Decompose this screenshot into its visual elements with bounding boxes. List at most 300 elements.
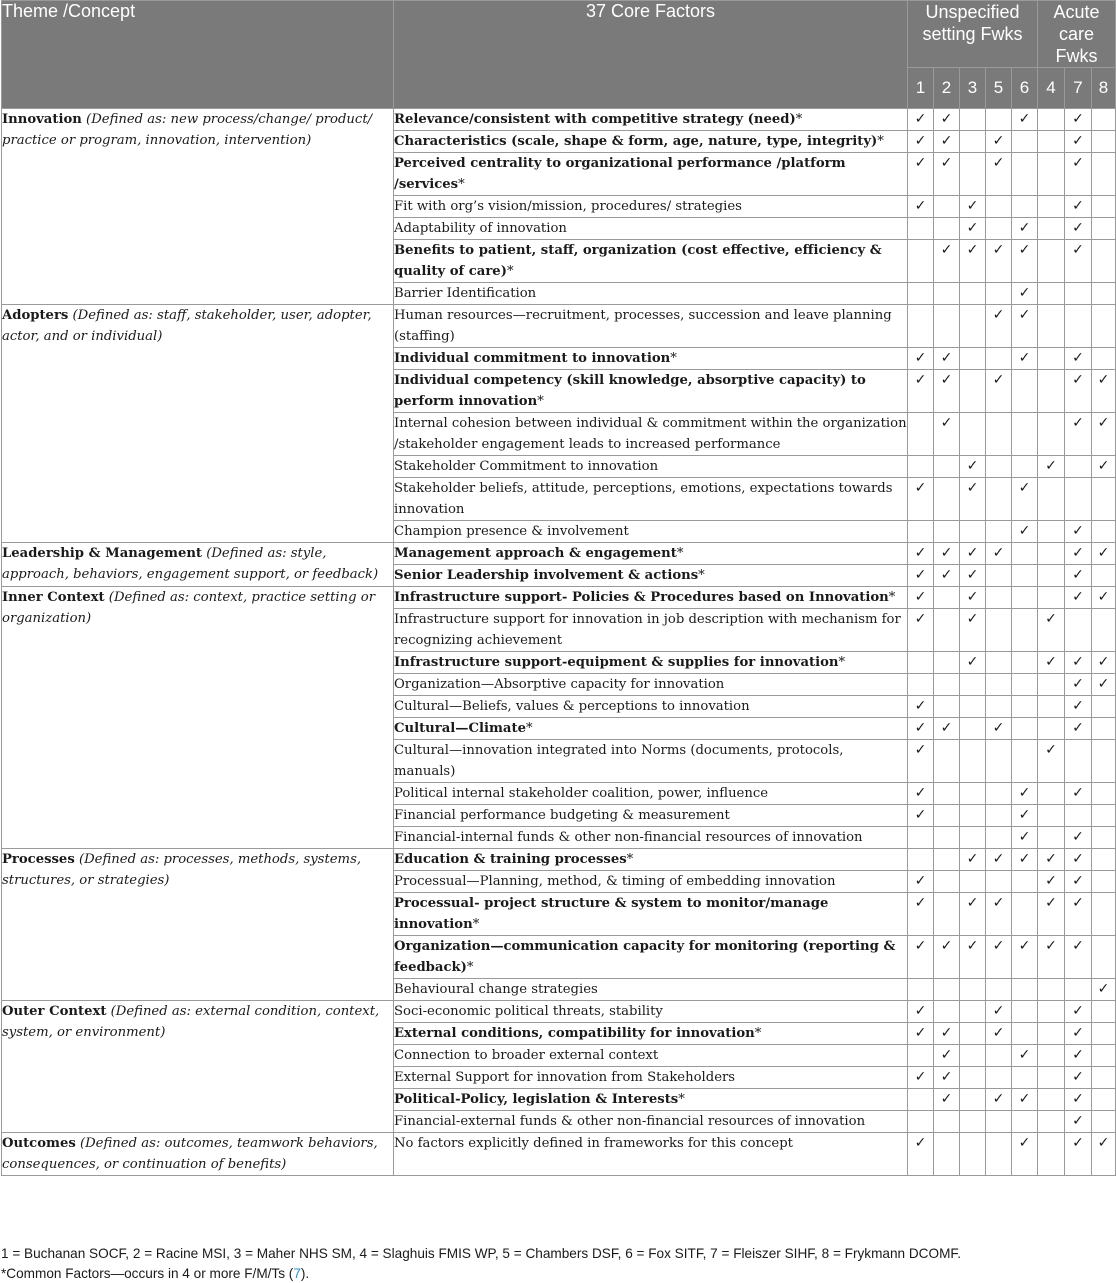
factor-text: Connection to broader external context [394, 1048, 659, 1063]
checkmark-icon: ✓ [1072, 1025, 1084, 1041]
factor-cell [394, 587, 908, 609]
framework-number-header: 6 [1012, 68, 1038, 109]
common-factor-asterisk: * [506, 264, 514, 279]
factor-text: Cultural—Climate [394, 721, 526, 736]
check-cell [986, 893, 1012, 936]
check-cell [986, 1045, 1012, 1067]
check-cell [1038, 1023, 1065, 1045]
factor-text: Individual commitment to innovation [394, 351, 671, 366]
checkmark-icon: ✓ [1018, 523, 1031, 539]
common-factor-asterisk: * [838, 655, 846, 670]
check-cell [908, 1001, 934, 1023]
check-cell [1038, 521, 1065, 543]
check-cell [908, 456, 934, 478]
check-cell [1038, 674, 1065, 696]
checkmark-icon: ✓ [966, 654, 979, 670]
check-cell [908, 109, 934, 131]
check-cell [960, 674, 986, 696]
factor-cell [394, 109, 908, 131]
factor-text: Barrier Identification [394, 286, 537, 301]
check-cell [908, 240, 934, 283]
checkmark-icon: ✓ [1072, 698, 1084, 714]
checkmark-icon: ✓ [1072, 785, 1084, 801]
checkmark-icon: ✓ [914, 1069, 927, 1085]
check-cell [934, 652, 960, 674]
check-cell [1065, 348, 1092, 370]
check-cell [986, 370, 1012, 413]
factor-cell [394, 979, 908, 1001]
check-cell [1065, 565, 1092, 587]
check-cell [934, 936, 960, 979]
check-cell [1038, 1089, 1065, 1111]
common-factor-asterisk: * [626, 852, 634, 867]
check-cell [986, 609, 1012, 652]
check-cell [934, 348, 960, 370]
checkmark-icon: ✓ [1072, 589, 1084, 605]
checkmark-icon: ✓ [966, 938, 979, 954]
check-cell [1065, 1089, 1092, 1111]
checkmark-icon: ✓ [1018, 285, 1031, 301]
checkmark-icon: ✓ [914, 1003, 927, 1019]
check-cell [960, 543, 986, 565]
check-cell [1092, 196, 1116, 218]
factor-cell [394, 153, 908, 196]
checkmark-icon: ✓ [1018, 1091, 1031, 1107]
check-cell [934, 521, 960, 543]
check-cell [986, 979, 1012, 1001]
table-header [2, 1, 1116, 109]
theme-cell [2, 543, 394, 587]
check-cell [986, 131, 1012, 153]
check-cell [1065, 827, 1092, 849]
factor-cell [394, 283, 908, 305]
check-cell [1012, 609, 1038, 652]
factor-text: Management approach & engagement [394, 546, 677, 561]
check-cell [1092, 348, 1116, 370]
check-cell [986, 1089, 1012, 1111]
common-factor-asterisk: * [458, 177, 465, 192]
factor-text: Internal cohesion between individual & commitment within the organization /stakeholder engagement leads to increased performance [394, 416, 907, 452]
check-cell [1038, 936, 1065, 979]
check-cell [1012, 305, 1038, 348]
factor-cell [394, 1023, 908, 1045]
check-cell [908, 283, 934, 305]
check-cell [1065, 740, 1092, 783]
checkmark-icon: ✓ [940, 415, 953, 431]
check-cell [1065, 783, 1092, 805]
check-cell [960, 153, 986, 196]
check-cell [960, 521, 986, 543]
checkmark-icon: ✓ [1018, 220, 1031, 236]
check-cell [960, 283, 986, 305]
check-cell [960, 936, 986, 979]
check-cell [908, 827, 934, 849]
check-cell [1012, 565, 1038, 587]
theme-cell [2, 587, 394, 849]
check-cell [1065, 1023, 1092, 1045]
check-cell [986, 1067, 1012, 1089]
check-cell [934, 893, 960, 936]
check-cell [1092, 652, 1116, 674]
check-cell [960, 740, 986, 783]
check-cell [908, 740, 934, 783]
check-cell [1065, 456, 1092, 478]
theme-definition: (Defined as: staff, stakeholder, user, adopter, actor, and or individual) [2, 308, 372, 344]
check-cell [1092, 305, 1116, 348]
check-cell [908, 1133, 934, 1176]
check-cell [1092, 1023, 1116, 1045]
checkmark-icon: ✓ [966, 611, 979, 627]
framework-number-header: 8 [1092, 68, 1116, 109]
check-cell [1012, 674, 1038, 696]
check-cell [934, 696, 960, 718]
checkmark-icon: ✓ [1072, 242, 1084, 258]
factor-cell [394, 849, 908, 871]
checkmark-icon: ✓ [1072, 523, 1084, 539]
check-cell [960, 456, 986, 478]
checkmark-icon: ✓ [940, 350, 953, 366]
factor-text: Cultural—Beliefs, values & perceptions to innovation [394, 699, 750, 714]
check-cell [1065, 240, 1092, 283]
check-cell [908, 1111, 934, 1133]
factor-cell [394, 305, 908, 348]
checkmark-icon: ✓ [914, 742, 927, 758]
common-factor-asterisk: * [678, 1092, 685, 1107]
check-cell [934, 1133, 960, 1176]
check-cell [934, 783, 960, 805]
checkmark-icon: ✓ [1097, 676, 1110, 692]
check-cell [934, 849, 960, 871]
check-cell [934, 240, 960, 283]
check-cell [1092, 565, 1116, 587]
table-row [2, 543, 1116, 565]
theme-name: Processes [2, 852, 75, 867]
check-cell [1092, 543, 1116, 565]
check-cell [1038, 1067, 1065, 1089]
check-cell [1092, 849, 1116, 871]
checkmark-icon: ✓ [1018, 480, 1031, 496]
checkmark-icon: ✓ [1045, 611, 1057, 627]
check-cell [908, 196, 934, 218]
check-cell [1065, 370, 1092, 413]
check-cell [1012, 696, 1038, 718]
checkmark-icon: ✓ [1072, 350, 1084, 366]
check-cell [1038, 109, 1065, 131]
check-cell [986, 196, 1012, 218]
checkmark-icon: ✓ [992, 545, 1005, 561]
check-cell [1092, 805, 1116, 827]
check-cell [986, 565, 1012, 587]
check-cell [1065, 652, 1092, 674]
checkmark-icon: ✓ [992, 155, 1005, 171]
check-cell [934, 740, 960, 783]
checkmark-icon: ✓ [914, 111, 927, 127]
check-cell [934, 587, 960, 609]
checkmark-icon: ✓ [940, 133, 953, 149]
factor-text: Behavioural change strategies [394, 982, 598, 997]
check-cell [934, 827, 960, 849]
checkmark-icon: ✓ [1072, 1003, 1084, 1019]
factor-text: Fit with org’s vision/mission, procedures/ strategies [394, 199, 742, 214]
checkmark-icon: ✓ [940, 938, 953, 954]
check-cell [908, 478, 934, 521]
checkmark-icon: ✓ [1045, 851, 1057, 867]
checkmark-icon: ✓ [1018, 1047, 1031, 1063]
checkmark-icon: ✓ [1072, 1091, 1084, 1107]
factor-cell [394, 521, 908, 543]
checkmark-icon: ✓ [1072, 676, 1084, 692]
factor-cell [394, 131, 908, 153]
check-cell [1065, 131, 1092, 153]
checkmark-icon: ✓ [966, 242, 979, 258]
check-cell [1012, 543, 1038, 565]
table-row [2, 849, 1116, 871]
factor-text: Relevance/consistent with competitive strategy (need) [394, 112, 796, 127]
check-cell [1092, 153, 1116, 196]
common-factors-note [1, 1266, 1115, 1281]
check-cell [1092, 827, 1116, 849]
checkmark-icon: ✓ [1018, 785, 1031, 801]
checkmark-icon: ✓ [914, 545, 927, 561]
check-cell [934, 413, 960, 456]
check-cell [1038, 849, 1065, 871]
check-cell [908, 783, 934, 805]
check-cell [986, 871, 1012, 893]
checkmark-icon: ✓ [966, 458, 979, 474]
check-cell [1038, 348, 1065, 370]
common-factor-asterisk: * [888, 590, 896, 605]
check-cell [1092, 109, 1116, 131]
factor-cell [394, 1001, 908, 1023]
check-cell [908, 979, 934, 1001]
check-cell [1065, 674, 1092, 696]
check-cell [1038, 740, 1065, 783]
check-cell [1065, 478, 1092, 521]
common-factor-asterisk: * [754, 1026, 762, 1041]
factor-text: Financial-external funds & other non-financial resources of innovation [394, 1114, 866, 1129]
check-cell [1038, 413, 1065, 456]
checkmark-icon: ✓ [914, 938, 927, 954]
check-cell [986, 240, 1012, 283]
check-cell [1038, 370, 1065, 413]
check-cell [934, 1067, 960, 1089]
check-cell [908, 370, 934, 413]
checkmark-icon: ✓ [914, 155, 927, 171]
check-cell [960, 305, 986, 348]
check-cell [1065, 805, 1092, 827]
check-cell [1092, 979, 1116, 1001]
header-acute-care-group: Acute care Fwks [1038, 1, 1116, 68]
table-row [2, 587, 1116, 609]
factor-cell [394, 565, 908, 587]
check-cell [1038, 893, 1065, 936]
check-cell [1012, 131, 1038, 153]
checkmark-icon: ✓ [1045, 458, 1057, 474]
checkmark-icon: ✓ [1018, 829, 1031, 845]
check-cell [1092, 783, 1116, 805]
common-factor-asterisk: * [877, 134, 884, 149]
check-cell [1065, 936, 1092, 979]
check-cell [1038, 783, 1065, 805]
checkmark-icon: ✓ [1097, 589, 1110, 605]
check-cell [1065, 305, 1092, 348]
check-cell [908, 936, 934, 979]
common-factor-asterisk: * [795, 112, 803, 127]
factor-text: Stakeholder beliefs, attitude, perceptions, emotions, expectations towards innovation [394, 481, 893, 517]
checkmark-icon: ✓ [914, 1135, 927, 1151]
check-cell [1092, 1089, 1116, 1111]
checkmark-icon: ✓ [914, 1025, 927, 1041]
check-cell [1012, 153, 1038, 196]
check-cell [1038, 218, 1065, 240]
check-cell [960, 196, 986, 218]
check-cell [934, 1089, 960, 1111]
check-cell [986, 783, 1012, 805]
checkmark-icon: ✓ [1097, 458, 1110, 474]
factor-cell [394, 348, 908, 370]
check-cell [986, 1133, 1012, 1176]
factor-cell [394, 674, 908, 696]
check-cell [1092, 609, 1116, 652]
check-cell [1065, 413, 1092, 456]
checkmark-icon: ✓ [992, 895, 1005, 911]
factor-cell [394, 413, 908, 456]
factor-cell [394, 370, 908, 413]
factor-cell [394, 218, 908, 240]
check-cell [1012, 109, 1038, 131]
checkmark-icon: ✓ [1018, 111, 1031, 127]
checkmark-icon: ✓ [1072, 895, 1084, 911]
check-cell [908, 696, 934, 718]
theme-cell [2, 1133, 394, 1176]
check-cell [908, 1067, 934, 1089]
checkmark-icon: ✓ [966, 567, 979, 583]
check-cell [986, 283, 1012, 305]
check-cell [1038, 153, 1065, 196]
check-cell [1012, 521, 1038, 543]
checkmark-icon: ✓ [992, 1025, 1005, 1041]
factor-text: Human resources—recruitment, processes, succession and leave planning (staffing) [394, 308, 892, 344]
checkmark-icon: ✓ [914, 698, 927, 714]
checkmark-icon: ✓ [992, 938, 1005, 954]
check-cell [1065, 1045, 1092, 1067]
check-cell [960, 587, 986, 609]
checkmark-icon: ✓ [940, 1047, 953, 1063]
check-cell [960, 609, 986, 652]
check-cell [908, 871, 934, 893]
checkmark-icon: ✓ [992, 242, 1005, 258]
factor-cell [394, 1133, 908, 1176]
check-cell [960, 1111, 986, 1133]
check-cell [908, 587, 934, 609]
checkmark-icon: ✓ [1072, 1069, 1084, 1085]
header-core-factors: 37 Core Factors [394, 1, 908, 109]
factor-text: External Support for innovation from Stakeholders [394, 1070, 736, 1085]
checkmark-icon: ✓ [1072, 938, 1084, 954]
check-cell [986, 305, 1012, 348]
check-cell [960, 240, 986, 283]
checkmark-icon: ✓ [992, 372, 1005, 388]
check-cell [908, 521, 934, 543]
check-cell [908, 218, 934, 240]
factor-cell [394, 1089, 908, 1111]
check-cell [960, 478, 986, 521]
checkmark-icon: ✓ [1072, 1113, 1084, 1129]
check-cell [986, 674, 1012, 696]
check-cell [960, 1133, 986, 1176]
theme-definition: (Defined as: outcomes, teamwork behaviors, consequences, or continuation of benefits) [2, 1136, 378, 1172]
checkmark-icon: ✓ [992, 307, 1005, 323]
check-cell [1038, 1133, 1065, 1176]
checkmark-icon: ✓ [940, 111, 953, 127]
check-cell [1038, 543, 1065, 565]
check-cell [1038, 478, 1065, 521]
reference-link[interactable]: 7 [293, 1266, 301, 1281]
checkmark-icon: ✓ [940, 372, 953, 388]
check-cell [960, 652, 986, 674]
check-cell [1038, 1001, 1065, 1023]
check-cell [1092, 1133, 1116, 1176]
checkmark-icon: ✓ [1072, 851, 1084, 867]
check-cell [934, 218, 960, 240]
check-cell [960, 849, 986, 871]
check-cell [986, 849, 1012, 871]
theme-name: Inner Context [2, 590, 105, 605]
theme-name: Outcomes [2, 1136, 76, 1151]
checkmark-icon: ✓ [1072, 220, 1084, 236]
factor-cell [394, 827, 908, 849]
check-cell [1012, 348, 1038, 370]
check-cell [1012, 370, 1038, 413]
table-row [2, 1001, 1116, 1023]
check-cell [1012, 1111, 1038, 1133]
theme-definition: (Defined as: external condition, context, system, or environment) [2, 1004, 380, 1040]
check-cell [1092, 696, 1116, 718]
check-cell [986, 1111, 1012, 1133]
check-cell [908, 849, 934, 871]
check-cell [1092, 1067, 1116, 1089]
factor-cell [394, 871, 908, 893]
check-cell [1038, 240, 1065, 283]
theme-name: Innovation [2, 112, 82, 127]
check-cell [960, 1045, 986, 1067]
check-cell [1012, 587, 1038, 609]
check-cell [1012, 240, 1038, 283]
factor-cell [394, 1067, 908, 1089]
check-cell [934, 979, 960, 1001]
check-cell [1038, 196, 1065, 218]
check-cell [1012, 652, 1038, 674]
checkmark-icon: ✓ [914, 785, 927, 801]
check-cell [1092, 871, 1116, 893]
checkmark-icon: ✓ [966, 220, 979, 236]
check-cell [1092, 740, 1116, 783]
checkmark-icon: ✓ [992, 1091, 1005, 1107]
checkmark-icon: ✓ [1018, 242, 1031, 258]
checkmark-icon: ✓ [966, 851, 979, 867]
check-cell [1065, 1133, 1092, 1176]
factor-text: Organization—Absorptive capacity for innovation [394, 677, 725, 692]
checkmark-icon: ✓ [914, 198, 927, 214]
check-cell [934, 456, 960, 478]
check-cell [986, 543, 1012, 565]
framework-number-header: 4 [1038, 68, 1065, 109]
check-cell [986, 218, 1012, 240]
check-cell [1092, 131, 1116, 153]
check-cell [908, 348, 934, 370]
factor-text: Processual- project structure & system to monitor/manage innovation [394, 896, 829, 932]
checkmark-icon: ✓ [1072, 829, 1084, 845]
